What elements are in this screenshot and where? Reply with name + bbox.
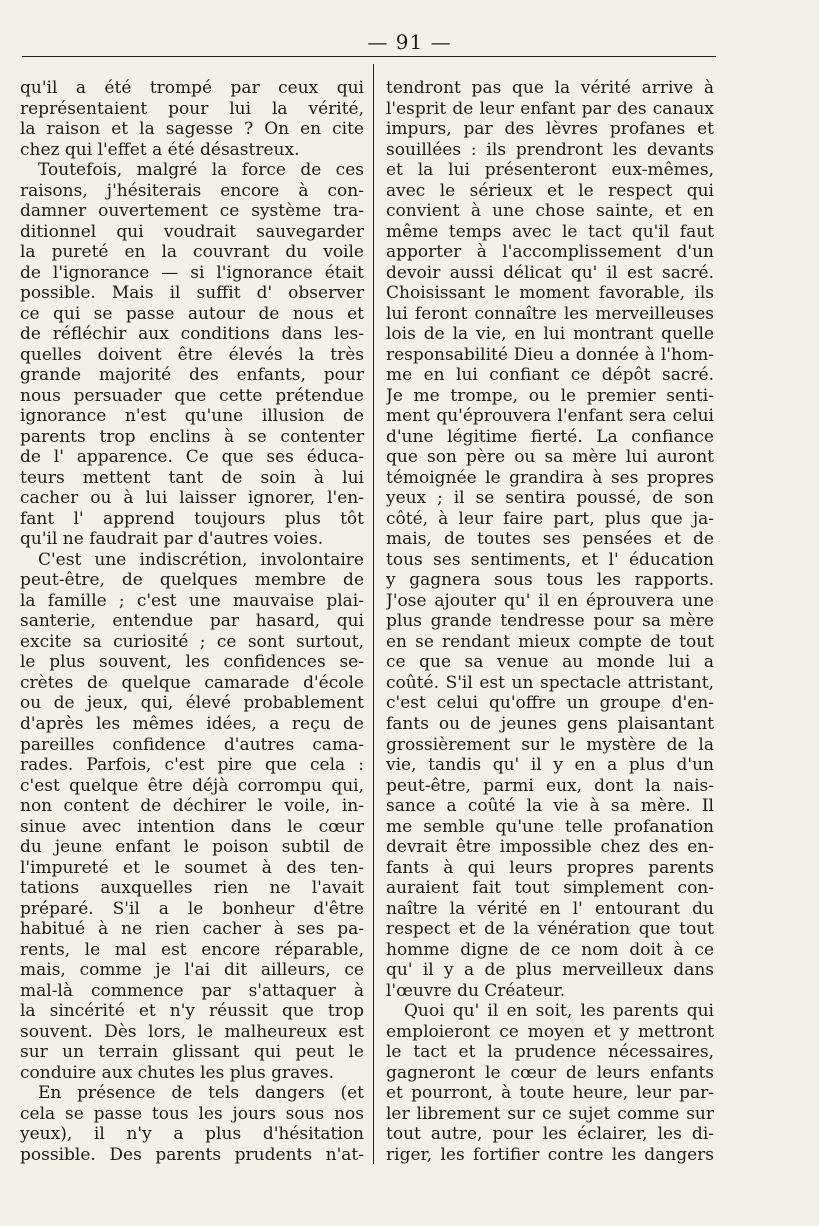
text-line: que son père ou sa mère lui auront bbox=[386, 447, 714, 468]
text-line: tendront pas que la vérité arrive à bbox=[386, 78, 714, 98]
text-line: d'une légitime fierté. La confiance bbox=[386, 426, 714, 447]
text-line: mal-là commence par s'attaquer à bbox=[20, 980, 364, 1001]
text-line: pareilles confidence d'autres cama- bbox=[20, 734, 364, 755]
text-line: gagneront le cœur de leurs enfants bbox=[386, 1062, 714, 1083]
text-line: qu'il ne faudrait par d'autres voies. bbox=[20, 529, 324, 550]
text-line: homme digne de ce nom doit à ce bbox=[386, 939, 714, 960]
text-line: possible. Des parents prudents n'at- bbox=[20, 1144, 364, 1165]
column-divider bbox=[373, 64, 374, 1164]
text-line: c'est quelque être déjà corrompu qui, bbox=[20, 775, 364, 796]
text-line: responsabilité Dieu a donnée à l'hom- bbox=[386, 344, 714, 365]
text-line: fants ou de jeunes gens plaisantant bbox=[386, 713, 714, 734]
text-line: sance a coûté la vie à sa mère. Il bbox=[386, 796, 714, 817]
text-line: le tact et la prudence nécessaires, bbox=[386, 1042, 714, 1063]
text-line: fant l' apprend toujours plus tôt bbox=[20, 508, 364, 529]
text-line: la famille ; c'est une mauvaise plai- bbox=[20, 590, 364, 611]
text-line: sur un terrain glissant qui peut le bbox=[20, 1042, 364, 1063]
text-line: plus grande tendresse pour sa mère bbox=[386, 611, 714, 632]
text-line: teurs mettent tant de soin à lui bbox=[20, 467, 364, 488]
page-number: — 91 — bbox=[367, 30, 452, 54]
text-line: damner ouvertement ce système tra- bbox=[20, 201, 364, 222]
text-line: C'est une indiscrétion, involontaire bbox=[38, 549, 364, 570]
text-line: Quoi qu' il en soit, les parents qui bbox=[404, 1001, 714, 1022]
text-line: apporter à l'accomplissement d'un bbox=[386, 242, 714, 263]
text-line: d'après les mêmes idées, a reçu de bbox=[20, 713, 364, 734]
text-line: Je me trompe, ou le premier senti- bbox=[386, 385, 714, 406]
text-line: peut-être, de quelques membre de bbox=[20, 570, 364, 591]
text-line: conduire aux chutes les plus graves. bbox=[20, 1062, 335, 1083]
text-line: côté, à leur faire part, plus que ja- bbox=[386, 508, 714, 529]
text-line: raisons, j'hésiterais encore à con- bbox=[20, 180, 364, 201]
text-line: parents trop enclins à se contenter bbox=[20, 426, 364, 447]
text-line: rades. Parfois, c'est pire que cela : bbox=[20, 755, 364, 776]
text-line: représentaient pour lui la vérité, bbox=[20, 98, 364, 119]
text-line: le plus souvent, les confidences se- bbox=[20, 652, 364, 673]
text-line: même temps avec le tact qu'il faut bbox=[386, 221, 714, 242]
text-line: respect et de la vénération que tout bbox=[386, 919, 714, 940]
text-line: du jeune enfant le poison subtil de bbox=[20, 837, 364, 858]
text-line: tout autre, pour les éclairer, les di- bbox=[386, 1124, 714, 1145]
text-line: fants à qui leurs propres parents bbox=[386, 857, 714, 878]
text-line: et pourront, à toute heure, leur par- bbox=[386, 1083, 714, 1104]
text-line: cela se passe tous les jours sous nos bbox=[20, 1103, 364, 1124]
text-line: lui feront connaître les merveilleuses bbox=[386, 303, 714, 324]
text-line: coûté. S'il est un spectacle attristant, bbox=[386, 672, 714, 693]
text-line: auraient fait tout simplement con- bbox=[386, 878, 714, 899]
text-line: tations auxquelles rien ne l'avait bbox=[20, 878, 364, 899]
text-line: la sincérité et n'y réussit que trop bbox=[20, 1001, 364, 1022]
text-line: convient à une chose sainte, et en bbox=[386, 201, 714, 222]
text-line: préparé. S'il a le bonheur d'être bbox=[20, 898, 364, 919]
text-line: tous ses sentiments, et l' éducation bbox=[386, 549, 714, 570]
text-line: c'est celui qu'offre un groupe d'en- bbox=[386, 693, 714, 714]
text-line: Toutefois, malgré la force de ces bbox=[38, 160, 364, 181]
text-line: la pureté en la couvrant du voile bbox=[20, 242, 364, 263]
text-line: habitué à ne rien cacher à ses pa- bbox=[20, 919, 364, 940]
text-line: mais, comme je l'ai dit ailleurs, ce bbox=[20, 960, 364, 981]
text-line: possible. Mais il suffit d' observer bbox=[20, 283, 364, 304]
text-line: sinue avec intention dans le cœur bbox=[20, 816, 364, 837]
text-line: ou de jeux, qui, élevé probablement bbox=[20, 693, 364, 714]
text-line: souvent. Dès lors, le malheureux est bbox=[20, 1021, 364, 1042]
text-line: l'impureté et le soumet à des ten- bbox=[20, 857, 364, 878]
text-line: me en lui confiant ce dépôt sacré. bbox=[386, 365, 714, 386]
text-line: nous persuader que cette prétendue bbox=[20, 385, 364, 406]
text-line: yeux), il n'y a plus d'hésitation bbox=[20, 1124, 364, 1145]
text-line: devoir aussi délicat qu' il est sacré. bbox=[386, 262, 714, 283]
text-line: impurs, par des lèvres profanes et bbox=[386, 119, 714, 140]
text-line: chez qui l'effet a été désastreux. bbox=[20, 139, 300, 160]
text-line: de l'ignorance — si l'ignorance était bbox=[20, 262, 364, 283]
text-line: J'ose ajouter qu' il en éprouvera une bbox=[386, 590, 714, 611]
text-line: naître la vérité en l' entourant du bbox=[386, 898, 714, 919]
text-line: de l' apparence. Ce que ses éduca- bbox=[20, 447, 364, 468]
text-line: quelles doivent être élevés la très bbox=[20, 344, 364, 365]
text-line: et la lui présenteront eux-mêmes, bbox=[386, 160, 714, 181]
text-line: En présence de tels dangers (et bbox=[38, 1083, 364, 1104]
text-line: cacher ou à lui laisser ignorer, l'en- bbox=[20, 488, 364, 509]
text-line: qu'il a été trompé par ceux qui bbox=[20, 78, 364, 98]
text-line: crètes de quelque camarade d'école bbox=[20, 672, 364, 693]
text-line: grossièrement sur le mystère de la bbox=[386, 734, 714, 755]
text-line: l'esprit de leur enfant par des canaux bbox=[386, 98, 714, 119]
text-line: rents, le mal est encore réparable, bbox=[20, 939, 364, 960]
text-line: y gagnera sous tous les rapports. bbox=[386, 570, 714, 591]
text-line: emploieront ce moyen et y mettront bbox=[386, 1021, 714, 1042]
text-line: ignorance n'est qu'une illusion de bbox=[20, 406, 364, 427]
text-line: ce que sa venue au monde lui a bbox=[386, 652, 714, 673]
text-line: excite sa curiosité ; ce sont surtout, bbox=[20, 631, 364, 652]
text-line: en se rendant mieux compte de tout bbox=[386, 631, 714, 652]
text-line: ment qu'éprouvera l'enfant sera celui bbox=[386, 406, 714, 427]
text-line: peut-être, parmi eux, dont la nais- bbox=[386, 775, 714, 796]
header-rule bbox=[22, 56, 716, 57]
left-text-column bbox=[20, 78, 364, 1165]
text-line: lois de la vie, en lui montrant quelle bbox=[386, 324, 714, 345]
text-line: avec le sérieux et le respect qui bbox=[386, 180, 714, 201]
text-line: qu' il y a de plus merveilleux dans bbox=[386, 960, 714, 981]
text-line: me semble qu'une telle profanation bbox=[386, 816, 714, 837]
text-line: grande majorité des enfants, pour bbox=[20, 365, 364, 386]
text-line: yeux ; il se sentira poussé, de son bbox=[386, 488, 714, 509]
text-line: ditionnel qui voudrait sauvegarder bbox=[20, 221, 364, 242]
text-line: de réfléchir aux conditions dans les- bbox=[20, 324, 364, 345]
text-line: la raison et la sagesse ? On en cite bbox=[20, 119, 364, 140]
text-line: Choisissant le moment favorable, ils bbox=[386, 283, 714, 304]
text-line: devrait être impossible chez des en- bbox=[386, 837, 714, 858]
right-text-column bbox=[386, 78, 714, 1165]
text-line: santerie, entendue par hasard, qui bbox=[20, 611, 364, 632]
text-line: souillées : ils prendront les devants bbox=[386, 139, 714, 160]
text-line: non content de déchirer le voile, in- bbox=[20, 796, 364, 817]
text-line: ler librement sur ce sujet comme sur bbox=[386, 1103, 714, 1124]
text-line: riger, les fortifier contre les dangers bbox=[386, 1144, 714, 1165]
text-line: témoignée le grandira à ses propres bbox=[386, 467, 714, 488]
text-line: vie, tandis qu' il y en a plus d'un bbox=[386, 755, 714, 776]
text-line: ce qui se passe autour de nous et bbox=[20, 303, 364, 324]
text-line: mais, de toutes ses pensées et de bbox=[386, 529, 714, 550]
text-line: l'œuvre du Créateur. bbox=[386, 980, 566, 1001]
